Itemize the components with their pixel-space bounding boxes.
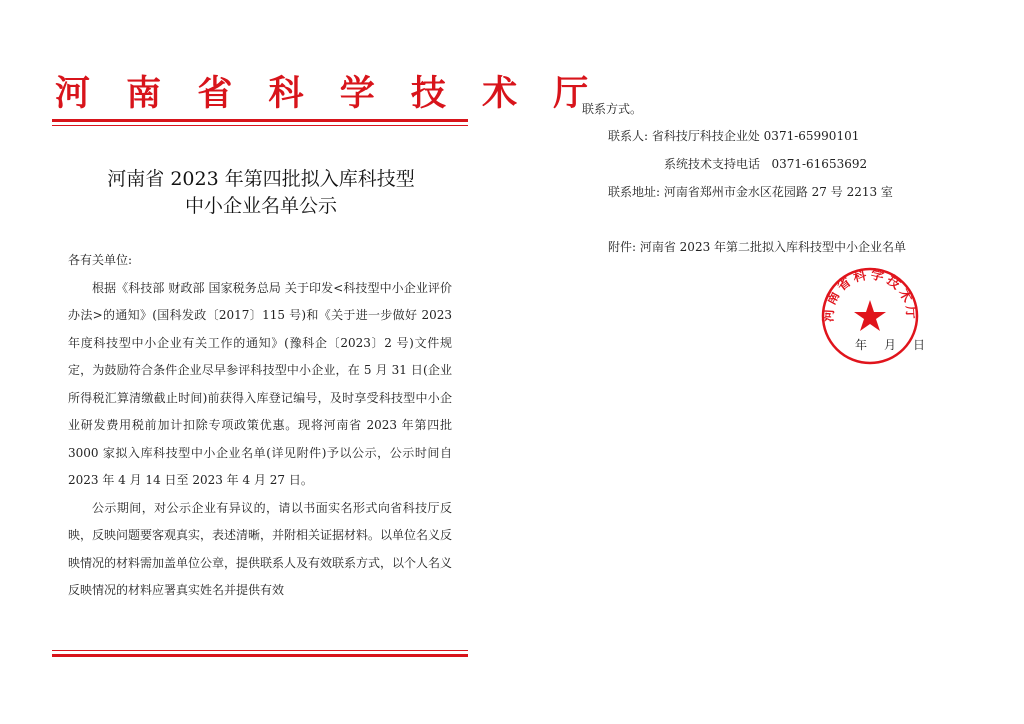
date-year: 年 (855, 338, 868, 352)
header-rule-thin (52, 125, 468, 126)
header-rule-thick (52, 119, 468, 122)
document-title (54, 166, 468, 220)
contact-address: 联系地址: 河南省郑州市金水区花园路 27 号 2213 室 (608, 185, 893, 199)
contact-person: 联系人: 省科技厅科技企业处 0371-65990101 (608, 129, 860, 143)
title-line-1: 河南省 2023 年第四批拟入库科技型 (107, 168, 415, 190)
seal-star (854, 300, 886, 331)
footer-rule-thick (52, 654, 468, 657)
title-line-2: 中小企业名单公示 (184, 195, 337, 217)
contact-support-phone: 系统技术支持电话 0371-61653692 (664, 157, 868, 171)
footer-rule-thin (52, 650, 468, 651)
salutation: 各有关单位: (68, 253, 133, 267)
paragraph-1: 根据《科技部 财政部 国家税务总局 关于印发<科技型中小企业评价办法>的通知》(国科发政〔2017〕115 号)和《关于进一步做好 2023 年度科技型中小企业有关工作的通知》(豫科企〔2023〕2 号)文件规定，为鼓励符合条件企业尽早参评科技型中小企业，在 5 月 31 日(企业所得税汇算清缴截止时间)前获得入库登记编号，及时享受科技型中小企业研发费用税前加计扣除专项政策优惠。现将河南省 2023 年第四批 3000 家拟入库科技型中小企业名单(详见附件)予以公示，公示时间自 2023 年 4 月 14 日至 2023 年 4 月 27 日。 (68, 280, 452, 487)
paragraph-2: 公示期间，对公示企业有异议的，请以书面实名形式向省科技厅反映，反映问题要客观真实，表述清晰，并附相关证据材料。以单位名义反映情况的材料需加盖单位公章，提供联系人及有效联系方式，以个人名义反映情况的材料应署真实姓名并提供有效 (68, 500, 453, 597)
seal-text: 河南省科学技术厅 (821, 267, 919, 323)
contact-heading: 联系方式。 (582, 102, 643, 116)
attachment-line: 附件: 河南省 2023 年第二批拟入库科技型中小企业名单 (608, 240, 907, 254)
date-day: 日 (913, 338, 926, 352)
document-body (68, 247, 452, 605)
agency-header: 河 南 省 科 学 技 术 厅 (55, 73, 601, 114)
official-seal (820, 266, 920, 366)
date-month: 月 (884, 338, 897, 352)
